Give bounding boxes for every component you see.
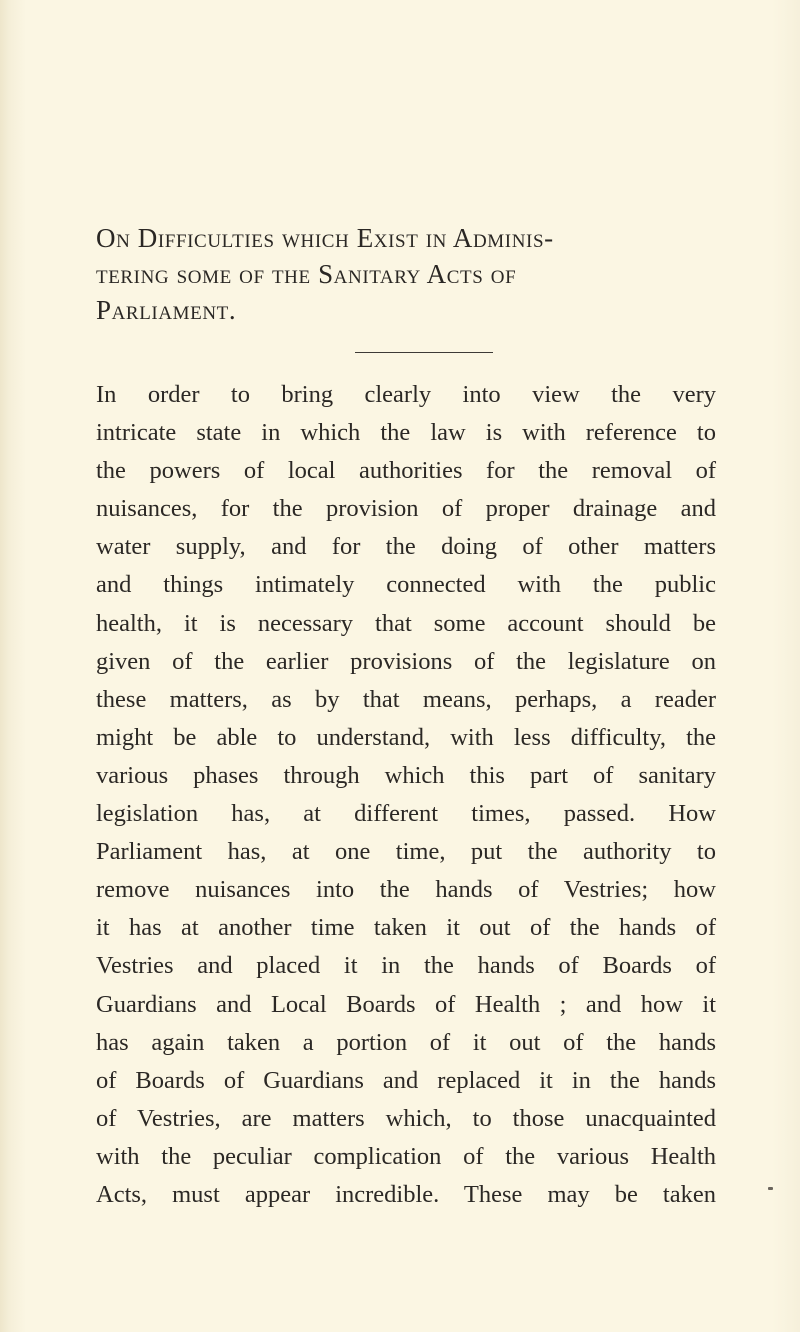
heading-line-2: tering some of the Sanitary Acts of bbox=[96, 259, 517, 289]
body-line-15: it has at another time taken it out of the hands of bbox=[96, 914, 716, 942]
body-line-13: Parliament has, at one time, put the authority to bbox=[96, 838, 716, 866]
body-line-3: the powers of local authorities for the removal of bbox=[96, 457, 716, 485]
body-paragraph bbox=[96, 376, 716, 1214]
body-line-18: has again taken a portion of it out of the hands bbox=[96, 1028, 716, 1056]
body-line-22: Acts, must appear incredible. These may be taken bbox=[96, 1180, 716, 1208]
body-line-7: health, it is necessary that some account should be bbox=[96, 609, 716, 637]
body-line-1: In order to bring clearly into view the very bbox=[96, 381, 716, 408]
body-line-5: water supply, and for the doing of other matters bbox=[96, 533, 716, 561]
body-line-11: various phases through which this part of sanitary bbox=[96, 761, 716, 789]
body-line-8: given of the earlier provisions of the legislature on bbox=[96, 647, 716, 675]
heading-line-1: On Difficulties which Exist in Adminis- bbox=[96, 223, 554, 253]
body-line-16: Vestries and placed it in the hands of Boards of bbox=[96, 952, 716, 980]
body-line-21: with the peculiar complication of the various Health bbox=[96, 1142, 716, 1170]
heading-divider-rule bbox=[355, 352, 493, 353]
body-line-10: might be able to understand, with less difficulty, the bbox=[96, 723, 716, 751]
body-line-14: remove nuisances into the hands of Vestries; how bbox=[96, 876, 716, 904]
body-line-6: and things intimately connected with the public bbox=[96, 571, 716, 599]
body-line-17: Guardians and Local Boards of Health ; and how it bbox=[96, 990, 716, 1018]
margin-ink-mark bbox=[768, 1187, 773, 1190]
body-line-12: legislation has, at different times, passed. How bbox=[96, 800, 716, 828]
body-line-2: intricate state in which the law is with reference to bbox=[96, 419, 716, 447]
body-line-19: of Boards of Guardians and replaced it in the hands bbox=[96, 1066, 716, 1094]
heading-line-3: Parliament. bbox=[96, 295, 237, 325]
chapter-heading bbox=[96, 220, 736, 328]
body-line-20: of Vestries, are matters which, to those unacquainted bbox=[96, 1104, 716, 1132]
body-line-4: nuisances, for the provision of proper drainage and bbox=[96, 495, 716, 523]
body-line-9: these matters, as by that means, perhaps, a reader bbox=[96, 685, 716, 713]
